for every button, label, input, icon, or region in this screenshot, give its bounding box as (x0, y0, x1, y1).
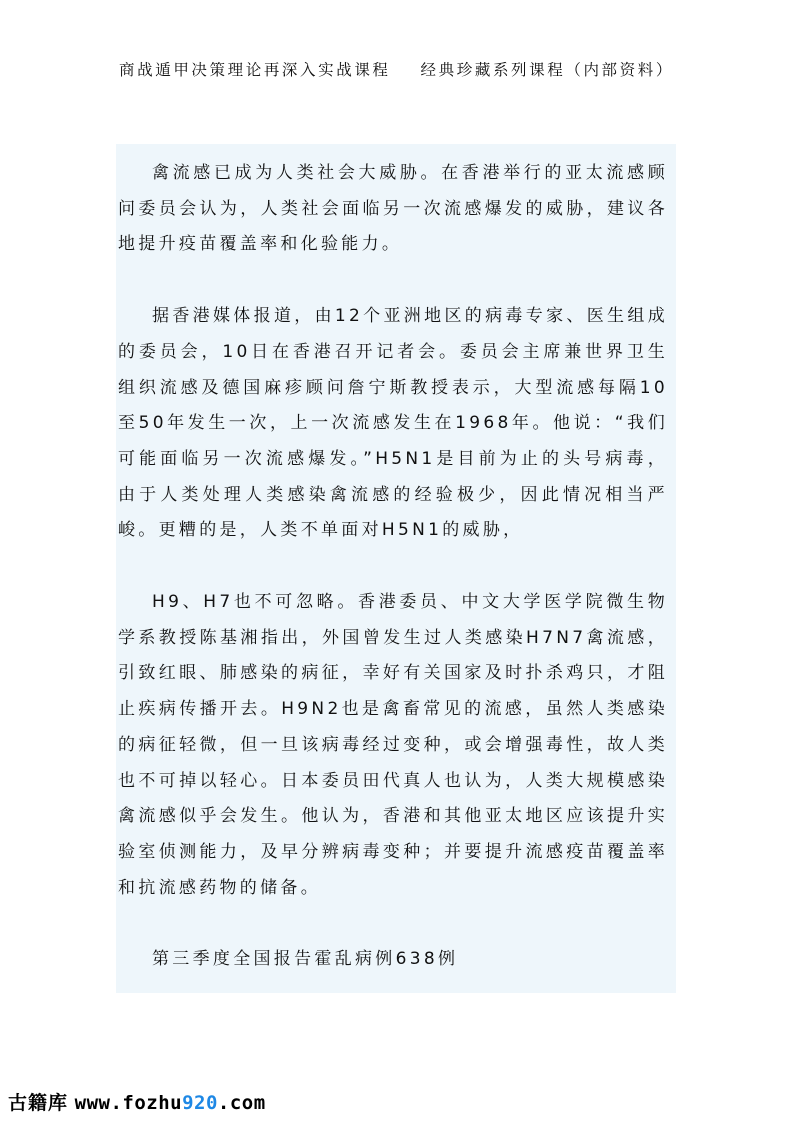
watermark-brand: 古籍库 (8, 1092, 69, 1114)
paragraph-2: 据香港媒体报道，由12个亚洲地区的病毒专家、医生组成的委员会，10日在香港召开记者会。委员会主席兼世界卫生组织流感及德国麻疹顾问詹宁斯教授表示，大型流感每隔10至50年发生一次，上一次流感发生在1968年。他说：“我们可能面临另一次流感爆发。”H5N1是目前为止的头号病毒，由于人类处理人类感染禽流感的经验极少，因此情况相当严峻。更糟的是，人类不单面对H5N1的威胁， (118, 306, 668, 541)
article-body (116, 144, 676, 993)
header-right-title: 经典珍藏系列课程（内部资料） (420, 61, 674, 79)
site-watermark (8, 1088, 266, 1115)
watermark-url-number: 920 (182, 1092, 218, 1114)
watermark-url-prefix: www.fozhu (74, 1092, 183, 1114)
watermark-url-suffix: .com (217, 1092, 266, 1114)
page-header (0, 58, 793, 80)
header-left-title: 商战遁甲决策理论再深入实战课程 (119, 61, 391, 79)
watermark-url (75, 1092, 266, 1114)
paragraph-3: H9、H7也不可忽略。香港委员、中文大学医学院微生物学系教授陈基湘指出，外国曾发生过人类感染H7N7禽流感，引致红眼、肺感染的病征，幸好有关国家及时扑杀鸡只，才阻止疾病传播开去。H9N2也是禽畜常见的流感，虽然人类感染的病征轻微，但一旦该病毒经过变种，或会增强毒性，故人类也不可掉以轻心。日本委员田代真人也认为，人类大规模感染禽流感似乎会发生。他认为，香港和其他亚太地区应该提升实验室侦测能力，及早分辨病毒变种；并要提升流感疫苗覆盖率和抗流感药物的储备。 (118, 592, 668, 898)
paragraph-4: 第三季度全国报告霍乱病例638例 (152, 949, 459, 970)
paragraph-1: 禽流感已成为人类社会大威胁。在香港举行的亚太流感顾问委员会认为，人类社会面临另一次流感爆发的威胁，建议各地提升疫苗覆盖率和化验能力。 (118, 163, 668, 255)
